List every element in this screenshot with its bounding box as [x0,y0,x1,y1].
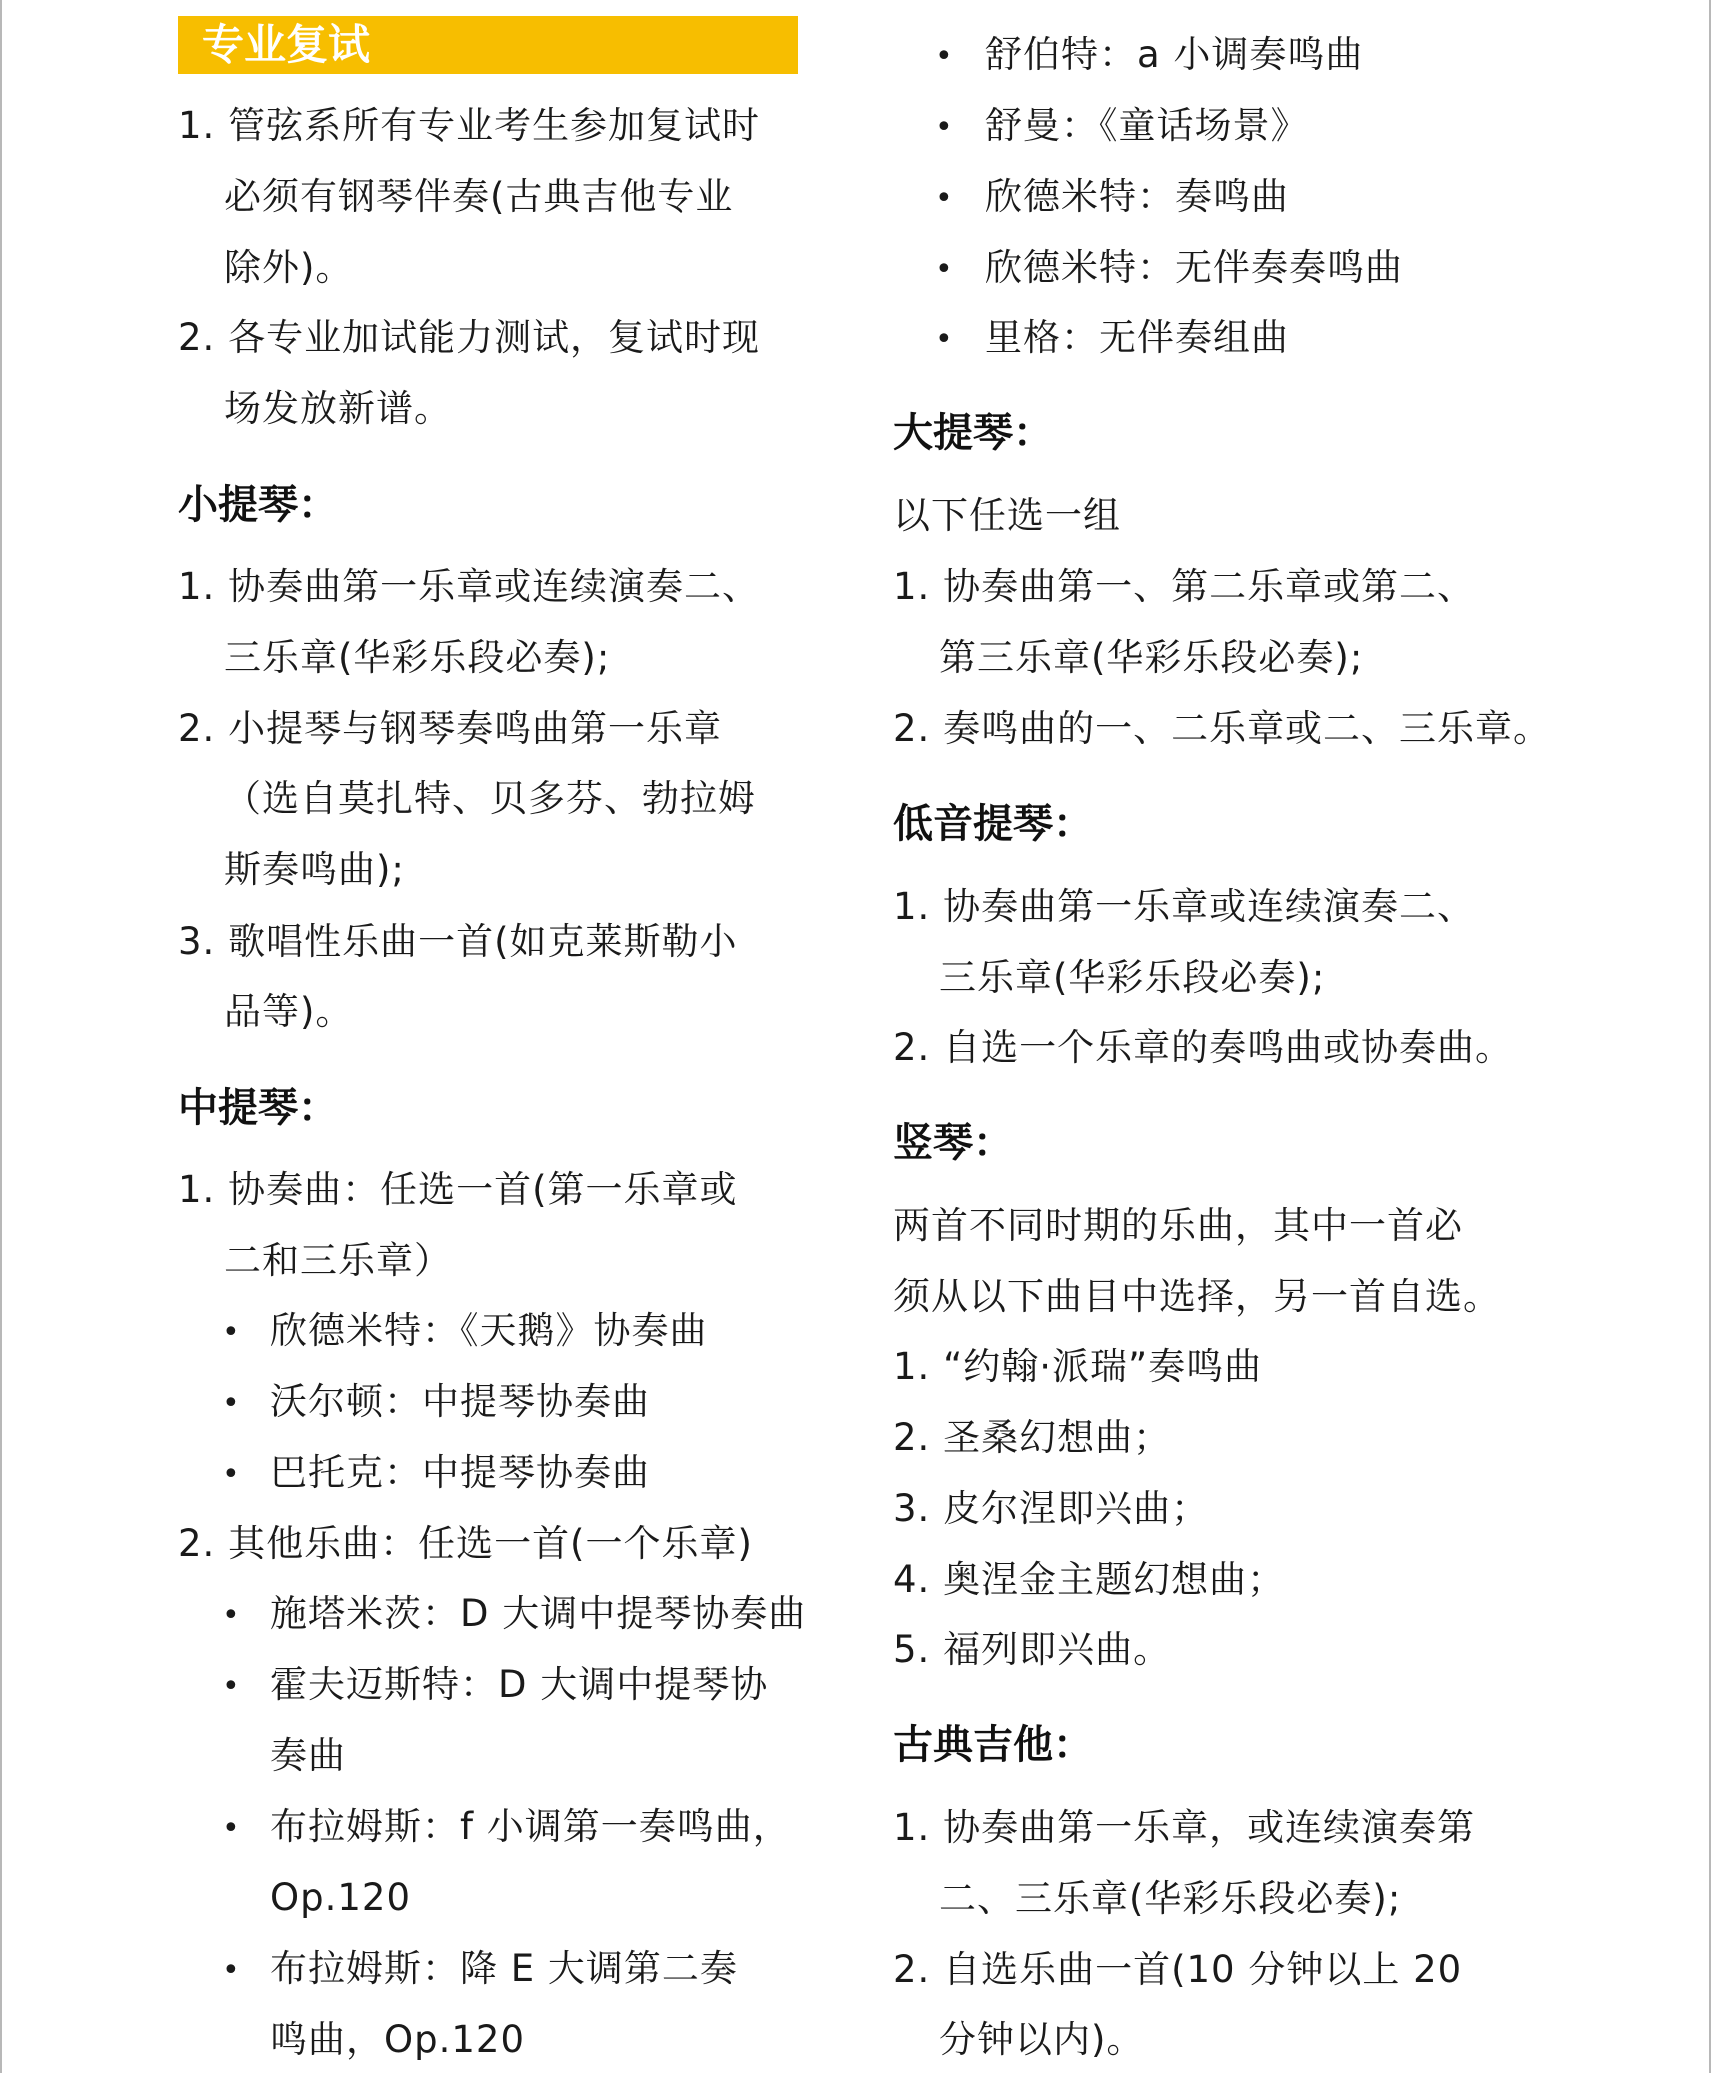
section-banner [178,16,798,74]
bass-line: 2. 自选一个乐章的奏鸣曲或协奏曲。 [893,1026,1514,1069]
top-bullet-line: 舒曼：《童话场景》 [985,104,1309,147]
viola-bullet-line: 霍夫迈斯特：D 大调中提琴协 [270,1663,769,1706]
viola-bullet-line: 布拉姆斯：f 小调第一奏鸣曲， [270,1805,791,1848]
harp-line: 5. 福列即兴曲。 [893,1628,1172,1671]
guitar-line: 分钟以内)。 [939,2018,1145,2061]
viola-bullet-line: 鸣曲，Op.120 [270,2018,525,2061]
guitar-line: 1. 协奏曲第一乐章，或连续演奏第 [893,1806,1476,1849]
guitar-line: 2. 自选乐曲一首(10 分钟以上 20 [893,1948,1463,1991]
viola-bullet-line: Op.120 [270,1876,411,1919]
top-bullet-line: 欣德米特：奏鸣曲 [985,175,1289,218]
bullet-dot: • [935,110,953,145]
top-bullet-line: 舒伯特：a 小调奏鸣曲 [985,33,1364,76]
guitar-line: 二、三乐章(华彩乐段必奏); [939,1877,1402,1920]
bass-line: 1. 协奏曲第一乐章或连续演奏二、 [893,885,1476,928]
bass-heading: 低音提琴： [893,801,1093,847]
violin-heading: 小提琴： [178,482,338,528]
violin-line: 1. 协奏曲第一乐章或连续演奏二、 [178,565,761,608]
harp-line: 4. 奥涅金主题幻想曲； [893,1558,1286,1601]
viola-bullet-line: 施塔米茨：D 大调中提琴协奏曲 [270,1592,807,1635]
viola-item1-line: 1. 协奏曲：任选一首(第一乐章或 [178,1168,738,1211]
banner-title: 专业复试 [202,20,371,69]
bullet-dot: • [222,1811,240,1846]
harp-line: 两首不同时期的乐曲，其中一首必 [893,1204,1463,1247]
viola-bullet-line: 布拉姆斯：降 E 大调第二奏 [270,1947,738,1990]
bullet-dot: • [222,1598,240,1633]
viola-item1-line: 二和三乐章） [224,1239,452,1282]
cello-line: 2. 奏鸣曲的一、二乐章或二、三乐章。 [893,707,1552,750]
harp-line: 1. “约翰·派瑞”奏鸣曲 [893,1345,1263,1388]
bullet-dot: • [222,1315,240,1350]
harp-line: 2. 圣桑幻想曲； [893,1416,1172,1459]
violin-line: 三乐章(华彩乐段必奏); [224,636,611,679]
viola-heading: 中提琴： [178,1085,338,1131]
cello-line: 第三乐章(华彩乐段必奏); [939,636,1364,679]
violin-line: 3. 歌唱性乐曲一首(如克莱斯勒小 [178,920,738,963]
violin-line: 2. 小提琴与钢琴奏鸣曲第一乐章 [178,707,723,750]
intro-line: 场发放新谱。 [224,387,452,430]
bullet-dot: • [935,252,953,287]
viola-bullet-line: 奏曲 [270,1734,346,1777]
guitar-heading: 古典吉他： [893,1722,1093,1768]
bullet-dot: • [935,181,953,216]
violin-line: 斯奏鸣曲); [224,848,405,891]
viola-bullet-line: 沃尔顿：中提琴协奏曲 [270,1380,650,1423]
bullet-dot: • [222,1669,240,1704]
harp-heading: 竖琴： [893,1120,1013,1166]
intro-line: 必须有钢琴伴奏(古典吉他专业 [224,175,734,218]
top-bullet-line: 里格：无伴奏组曲 [985,316,1289,359]
harp-line: 须从以下曲目中选择，另一首自选。 [893,1275,1501,1318]
bullet-dot: • [222,1386,240,1421]
intro-line: 1. 管弦系所有专业考生参加复试时 [178,104,761,147]
intro-line: 2. 各专业加试能力测试，复试时现 [178,316,761,359]
viola-item2-line: 2. 其他乐曲：任选一首(一个乐章) [178,1522,753,1565]
cello-line: 1. 协奏曲第一、第二乐章或第二、 [893,565,1476,608]
cello-heading: 大提琴： [893,410,1053,456]
top-bullet-line: 欣德米特：无伴奏奏鸣曲 [985,246,1403,289]
viola-bullet-line: 巴托克：中提琴协奏曲 [270,1451,650,1494]
cello-line: 以下任选一组 [893,494,1121,537]
bullet-dot: • [222,1953,240,1988]
intro-line: 除外)。 [224,246,354,289]
bass-line: 三乐章(华彩乐段必奏); [939,956,1326,999]
viola-bullet-line: 欣德米特：《天鹅》协奏曲 [270,1309,708,1352]
harp-line: 3. 皮尔涅即兴曲； [893,1487,1210,1530]
violin-line: （选自莫扎特、贝多芬、勃拉姆 [224,777,756,820]
bullet-dot: • [935,322,953,357]
violin-line: 品等)。 [224,990,354,1033]
bullet-dot: • [222,1457,240,1492]
bullet-dot: • [935,39,953,74]
